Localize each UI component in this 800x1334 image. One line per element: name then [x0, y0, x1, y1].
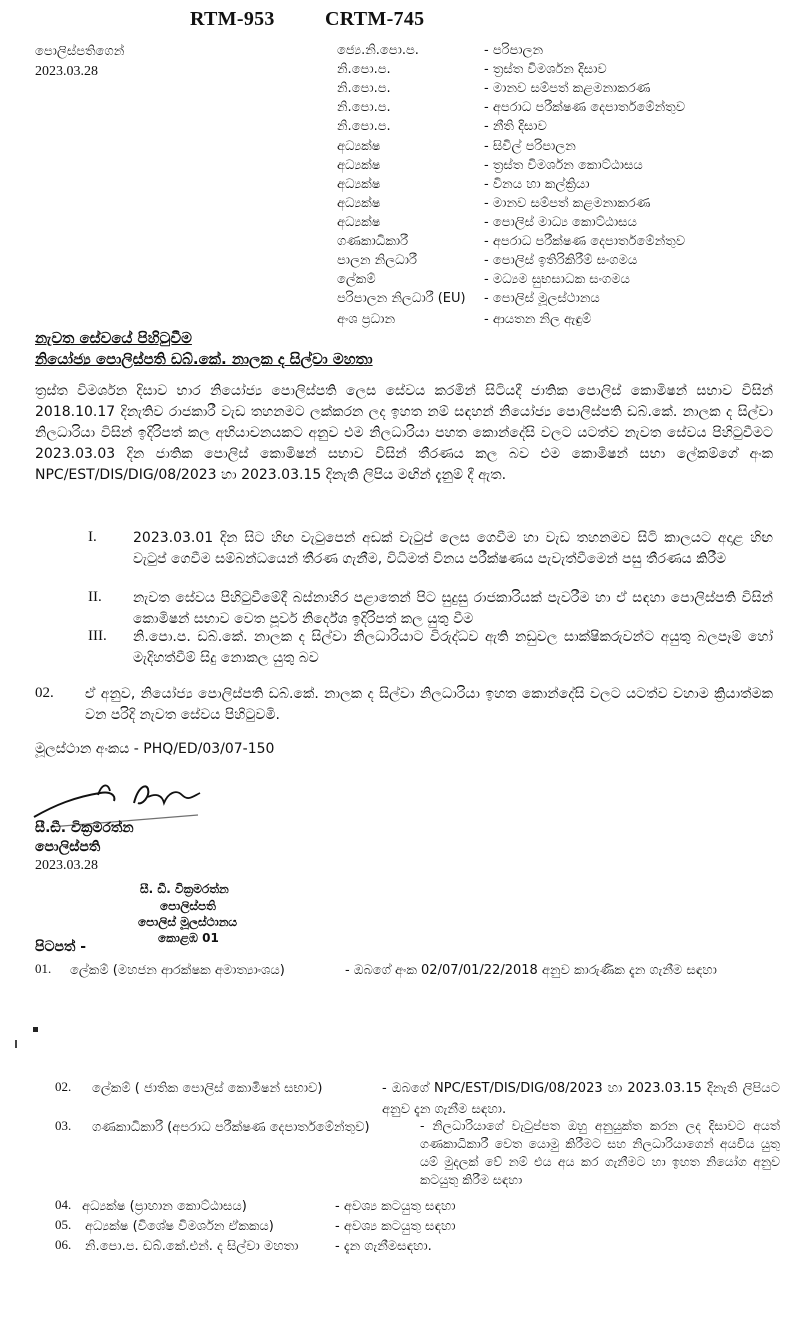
distribution-dept: - නීති දිසාව [484, 119, 547, 134]
distribution-item [0, 119, 800, 138]
condition-text: නි.පො.ප. ඩබ්.කේ. නාලක ද සිල්වා නිලධාරියාට විරුද්ධව ඇති නඩුවල සාක්ෂිකරුවන්ට අයුතු බලපෑම් හෝ මැදිහත්වීම් සිදු නොකල යුතු බව [133, 629, 773, 666]
copy-purpose: - අවශ්‍ය කටයුතු සඳහා [335, 1199, 456, 1214]
distribution-title: අංශ ප්‍රධාන [337, 312, 396, 327]
distribution-dept: - පරිපාලන [484, 43, 544, 58]
copy-recipient: අධ්‍යක්ෂ (විශේෂ විමර්ශන ඒකකය) [85, 1219, 274, 1234]
stamp-city: කොළඹ 01 [158, 931, 219, 945]
condition-number: III. [88, 628, 107, 644]
distribution-title: අධ්‍යක්ෂ [337, 196, 381, 211]
distribution-dept: - අපරාධ පරීක්ෂණ දෙපාර්තමේන්තුව [484, 100, 686, 115]
condition-number: I. [88, 529, 97, 545]
distribution-title: නි.පො.ප. [337, 119, 391, 134]
distribution-dept: - පොලිස් මාධ්‍ය කොට්ඨාසය [484, 215, 637, 230]
stamp-office: පොලිස් මූලස්ථානය [138, 915, 238, 929]
distribution-dept: - මානව සම්පත් කළමනාකරණ [484, 196, 651, 211]
distribution-title: නි.පො.ප. [337, 62, 391, 77]
distribution-dept: - අපරාධ පරීක්ෂණ දෙපාර්තමේන්තුව [484, 234, 686, 249]
signatory-title: පොලිස්පති [35, 839, 101, 855]
copy-number: 05. [55, 1217, 72, 1232]
distribution-dept: - ආයතන නිල ඇඳුම් [484, 312, 592, 327]
copy-recipient: ලේකම් (මහජන ආරක්ෂක අමාත්‍යාංශය) [70, 963, 285, 978]
distribution-title: ගණකාධිකාරී [337, 234, 409, 249]
distribution-dept: - මධ්‍යම සුභසාධක සංගමය [484, 272, 630, 287]
sender-date: 2023.03.28 [35, 64, 98, 79]
distribution-title: පරිපාලන නිලධාරී (EU) [337, 291, 466, 306]
copy-number: 01. [35, 961, 52, 976]
distribution-item [0, 234, 800, 253]
copy-number: 06. [55, 1237, 72, 1252]
distribution-dept: - පොලිස් මූලස්ථානය [484, 291, 600, 306]
stamp-name: සී. ඩී. වික්‍රමරත්න [140, 882, 229, 896]
condition-text: නැවත සේවය පිහිටුවීමේදී බස්නාහිර පළාතෙන් පිට සුදුසු රාජකාරියක් පැවරීම හා ඒ සඳහා පොලිස්පති විසින් කොමිෂන් සභාව වෙත පූර්ව නිර්දේශ ඉදිරිපත් කල යුතු වීම [133, 590, 773, 627]
distribution-item [0, 100, 800, 119]
copy-recipient: ගණකාධිකාරී (අපරාධ පරීක්ෂණ දෙපාර්තමේන්තුව) [92, 1120, 370, 1135]
paragraph-number: 02. [35, 685, 54, 701]
distribution-item [0, 62, 800, 81]
distribution-item [0, 158, 800, 177]
hq-reference-number: මූලස්ථාන අංකය - PHQ/ED/03/07-150 [35, 741, 275, 757]
copies-heading: පිටපත් - [35, 939, 87, 955]
subject-line-1: නැවත සේවයේ පිහිටුවීම [35, 329, 192, 347]
distribution-item [0, 177, 800, 196]
distribution-item [0, 196, 800, 215]
copy-recipient: ලේකම් ( ජාතික පොලිස් කොමිෂන් සභාව) [92, 1081, 323, 1096]
sender-from: පොලිස්පතිගෙන් [35, 44, 125, 59]
distribution-title: පාලන නිලධාරී [337, 253, 417, 268]
condition-text: 2023.03.01 දින සිට හිඟ වැටුපෙන් අඩක් වැටුප් ලෙස ගෙවීම හා වැඩ තහනමව සිටි කාලයට අදාළ හිඟ වැටුප් ගෙවීම සම්බන්ධයෙන් තීරණ ගැනීම, විධිමත් විනය පරීක්ෂණය පැවැත්වීමෙන් පසු තීරණය කිරීම [133, 530, 773, 567]
ref-number-rtm: RTM-953 [190, 8, 275, 30]
copy-number: 04. [55, 1197, 72, 1212]
distribution-title: ලේකම් [337, 272, 376, 287]
distribution-dept: - මානව සම්පත් කළමනාකරණ [484, 81, 651, 96]
distribution-item [0, 272, 800, 291]
distribution-item [0, 43, 800, 62]
distribution-item [0, 215, 800, 234]
subject-line-2: නියෝජ්‍ය පොලිස්පති ඩබ්.කේ. නාලක ද සිල්වා මහතා [35, 350, 373, 368]
copy-purpose: - ඔබගේ NPC/EST/DIS/DIG/08/2023 හා 2023.03.15 දිනැති ලිපියට අනුව දැන ගැනීම සඳහා. [382, 1081, 780, 1117]
copy-number: 03. [55, 1118, 72, 1133]
distribution-item [0, 291, 800, 310]
distribution-title: අධ්‍යක්ෂ [337, 139, 381, 154]
signatory-date: 2023.03.28 [35, 858, 98, 873]
scan-mark [15, 1040, 17, 1048]
copy-recipient: නි.පො.ප. ඩබ්.කේ.එන්. ද සිල්වා මහතා [85, 1239, 299, 1254]
distribution-item [0, 81, 800, 100]
distribution-dept: - ත්‍රස්ත විමර්ශන දිසාව [484, 62, 607, 77]
ref-number-crtm: CRTM-745 [325, 8, 425, 30]
copy-purpose: - ඔබගේ අංක 02/07/01/22/2018 අනුව කාරුණික දැන ගැනීම සඳහා [345, 963, 717, 978]
distribution-title: අධ්‍යක්ෂ [337, 215, 381, 230]
distribution-dept: - ත්‍රස්ත විමර්ශන කොට්ඨාසය [484, 158, 643, 173]
copy-recipient: අධ්‍යක්ෂ (ප්‍රාහාන කොට්ඨාසය) [82, 1199, 247, 1214]
distribution-title: අධ්‍යක්ෂ [337, 177, 381, 192]
body-paragraph-1: ත්‍රස්ත විමර්ශන දිසාව භාර නියෝජ්‍ය පොලිස්පති ලෙස සේවය කරමින් සිටියදී ජාතික පොලිස් කොමිෂන් සභාව විසින් 2018.10.17 දිනැතිව රාජකාරී වැඩ තහනමට ලක්කරන ලද ඉහත නම් සඳහන් නියෝජ්‍ය පොලිස්පති ඩබ්.කේ. නාලක ද සිල්වා නිලධාරියා විසින් ඉදිරිපත් කල අභියාචනයකට අනුව එම නිලධාරියා පහත කොන්දේසි වලට යටත්ව නැවත සේවය පිහිටුවීමට 2023.03.03 දින ජාතික පොලිස් කොමිෂන් සභාව විසින් තීරණය කල බව එම කොමිෂන් සභා ලේකම්ගේ අංක NPC/EST/DIS/DIG/08/2023 හා 2023.03.15 දිනැති ලිපිය මඟින් දැනුම් දී ඇත. [35, 383, 773, 483]
distribution-item [0, 139, 800, 158]
distribution-title: නි.පො.ප. [337, 100, 391, 115]
distribution-item [0, 253, 800, 272]
stamp-title: පොලිස්පති [160, 899, 216, 913]
copy-purpose: - අවශ්‍ය කටයුතු සඳහා [335, 1219, 456, 1234]
distribution-dept: - පොලිස් ඉතිරිකිරීම් සංගමය [484, 253, 638, 268]
copy-purpose: - නිලධාරියාගේ වැටුප්පත ඔහු අනුයුක්ත කරන ලද දිසාවට අයත් ගණකාධිකාරී වෙත යොමු කිරීමට සහ නිලධාරියාගෙන් අයවිය යුතු යම් මුදලක් වේ නම් එය අය කර ගැනීමට හා ඉහත නියෝග අනුව කටයුතු කිරීම සඳහා [420, 1118, 780, 1187]
copy-purpose: - දැන ගැනීමසඳහා. [335, 1239, 432, 1254]
distribution-dept: - සිවිල් පරිපාලන [484, 139, 576, 154]
distribution-title: නි.පො.ප. [337, 81, 391, 96]
distribution-title: අධ්‍යක්ෂ [337, 158, 381, 173]
signatory-name: සී.ඩී. වික්‍රමරත්න [35, 820, 134, 836]
body-paragraph-2: ඒ අනුව, නියෝජ්‍ය පොලිස්පති ඩබ්.කේ. නාලක ද සිල්වා නිලධාරියා ඉහත කොන්දේසි වලට යටත්ව වහාම ක්‍රියාත්මක වන පරිදි නැවත සේවය පිහිටුවමි. [85, 686, 773, 723]
distribution-dept: - විනය හා කල්ක්‍රියා [484, 177, 590, 192]
scan-dot [33, 1027, 38, 1032]
copy-number: 02. [55, 1079, 72, 1094]
distribution-title: ජ්‍යෙ.නි.පො.ප. [337, 43, 419, 58]
condition-number: II. [88, 589, 102, 605]
